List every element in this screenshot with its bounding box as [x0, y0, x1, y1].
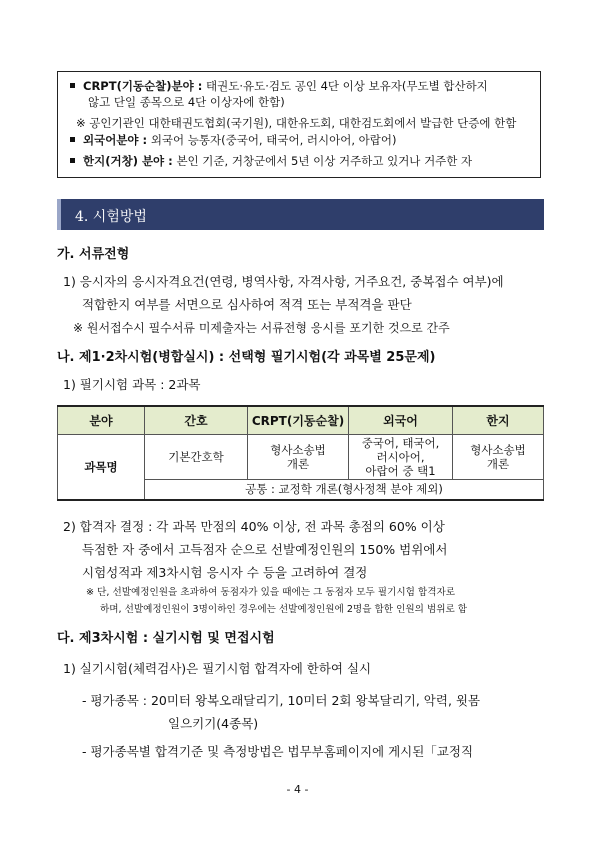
na-item2-a: 2) 합격자 결정 : 각 과목 만점의 40% 이상, 전 과목 총점의 60% 이상: [63, 519, 445, 534]
table-header: CRPT(기동순찰): [248, 406, 349, 435]
cell-local: [453, 435, 544, 480]
local-line: [70, 154, 472, 169]
crpt-text-2: 않고 단일 종목으로 4단 이상자에 한함): [88, 95, 285, 109]
heading-na: 나. 제1·2차시험(병합실시) : 선택형 필기시험(각 과목별 25문제): [57, 350, 436, 365]
na-item2-b: 득점한 자 중에서 고득점자 순으로 선발예정인원의 150% 범위에서: [82, 542, 448, 557]
cell-local-line: 형사소송법: [470, 443, 526, 457]
crpt-text-1: 태권도·유도·검도 공인 4단 이상 보유자(무도별 합산하지: [206, 79, 488, 93]
na-note-b: 하며, 선발예정인원이 3명이하인 경우에는 선발예정인원에 2명을 합한 인원의 범위로 함: [100, 604, 468, 615]
ga-note: ※ 원서접수시 필수서류 미제출자는 서류전형 응시를 포기한 것으로 간주: [73, 321, 450, 335]
section-title: 4. 시험방법: [75, 209, 147, 225]
subject-table: [57, 405, 544, 501]
table-header: 분야: [58, 406, 145, 435]
na-item1: 1) 필기시험 과목 : 2과목: [63, 377, 201, 392]
cell-nursing: 기본간호학: [145, 435, 248, 480]
cell-crpt: [248, 435, 349, 480]
cell-crpt-line: 형사소송법: [270, 443, 326, 457]
cell-common: 공통 : 교정학 개론(형사정책 분야 제외): [145, 480, 544, 500]
eligibility-box: [57, 71, 541, 178]
table-header: 한지: [453, 406, 544, 435]
bullet-square-icon: [70, 137, 75, 142]
cell-foreign-line: 러시아어,: [376, 450, 425, 464]
local-text: 본인 기준, 거창군에서 5년 이상 거주하고 있거나 거주한 자: [176, 154, 473, 168]
bullet-square-icon: [70, 83, 75, 88]
heading-da: 다. 제3차시험 : 실기시험 및 면접시험: [57, 631, 275, 646]
ga-item1-b: 적합한지 여부를 서면으로 심사하여 적격 또는 부적격을 판단: [82, 297, 412, 312]
foreign-line: [70, 133, 396, 148]
cell-local-line: 개론: [486, 457, 510, 471]
table-header: 간호: [145, 406, 248, 435]
bullet-square-icon: [70, 158, 75, 163]
na-item2-c: 시험성적과 제3차시험 응시자 수 등을 고려하여 결정: [82, 565, 368, 580]
da-bullet1-a: - 평가종목 : 20미터 왕복오래달리기, 10미터 2회 왕복달리기, 악력, 윗몸: [82, 693, 481, 708]
heading-ga: 가. 서류전형: [57, 247, 130, 262]
crpt-label: CRPT(기동순찰)분야 :: [83, 79, 203, 93]
cell-foreign: [349, 435, 453, 480]
da-bullet2: - 평가종목별 합격기준 및 측정방법은 법무부홈페이지에 게시된「교정직: [82, 744, 474, 759]
row-label: 과목명: [58, 435, 145, 500]
foreign-label: 외국어분야 :: [83, 133, 148, 147]
da-bullet1-b: 일으키기(4종목): [168, 716, 259, 731]
foreign-text: 외국어 능통자(중국어, 태국어, 러시아어, 아랍어): [150, 133, 397, 147]
crpt-note: ※ 공인기관인 대한태권도협회(국기원), 대한유도회, 대한검도회에서 발급한 단증에 한함: [76, 116, 517, 130]
na-note-a: ※ 단, 선발예정인원을 초과하여 동점자가 있을 때에는 그 동점자 모두 필기시험 합격자로: [86, 587, 455, 598]
page-number: - 4 -: [286, 783, 309, 796]
da-item1: 1) 실기시험(체력검사)은 필기시험 합격자에 한하여 실시: [63, 661, 372, 676]
cell-foreign-line: 아랍어 중 택1: [365, 464, 436, 478]
local-label: 한지(거창) 분야 :: [83, 154, 173, 168]
table-header: 외국어: [349, 406, 453, 435]
cell-foreign-line: 중국어, 태국어,: [361, 436, 440, 450]
ga-item1-a: 1) 응시자의 응시자격요건(연령, 병역사항, 자격사항, 거주요건, 중복접수 여부)에: [63, 274, 504, 289]
section-banner: [57, 199, 544, 230]
crpt-line-1: [70, 79, 488, 94]
cell-crpt-line: 개론: [286, 457, 310, 471]
